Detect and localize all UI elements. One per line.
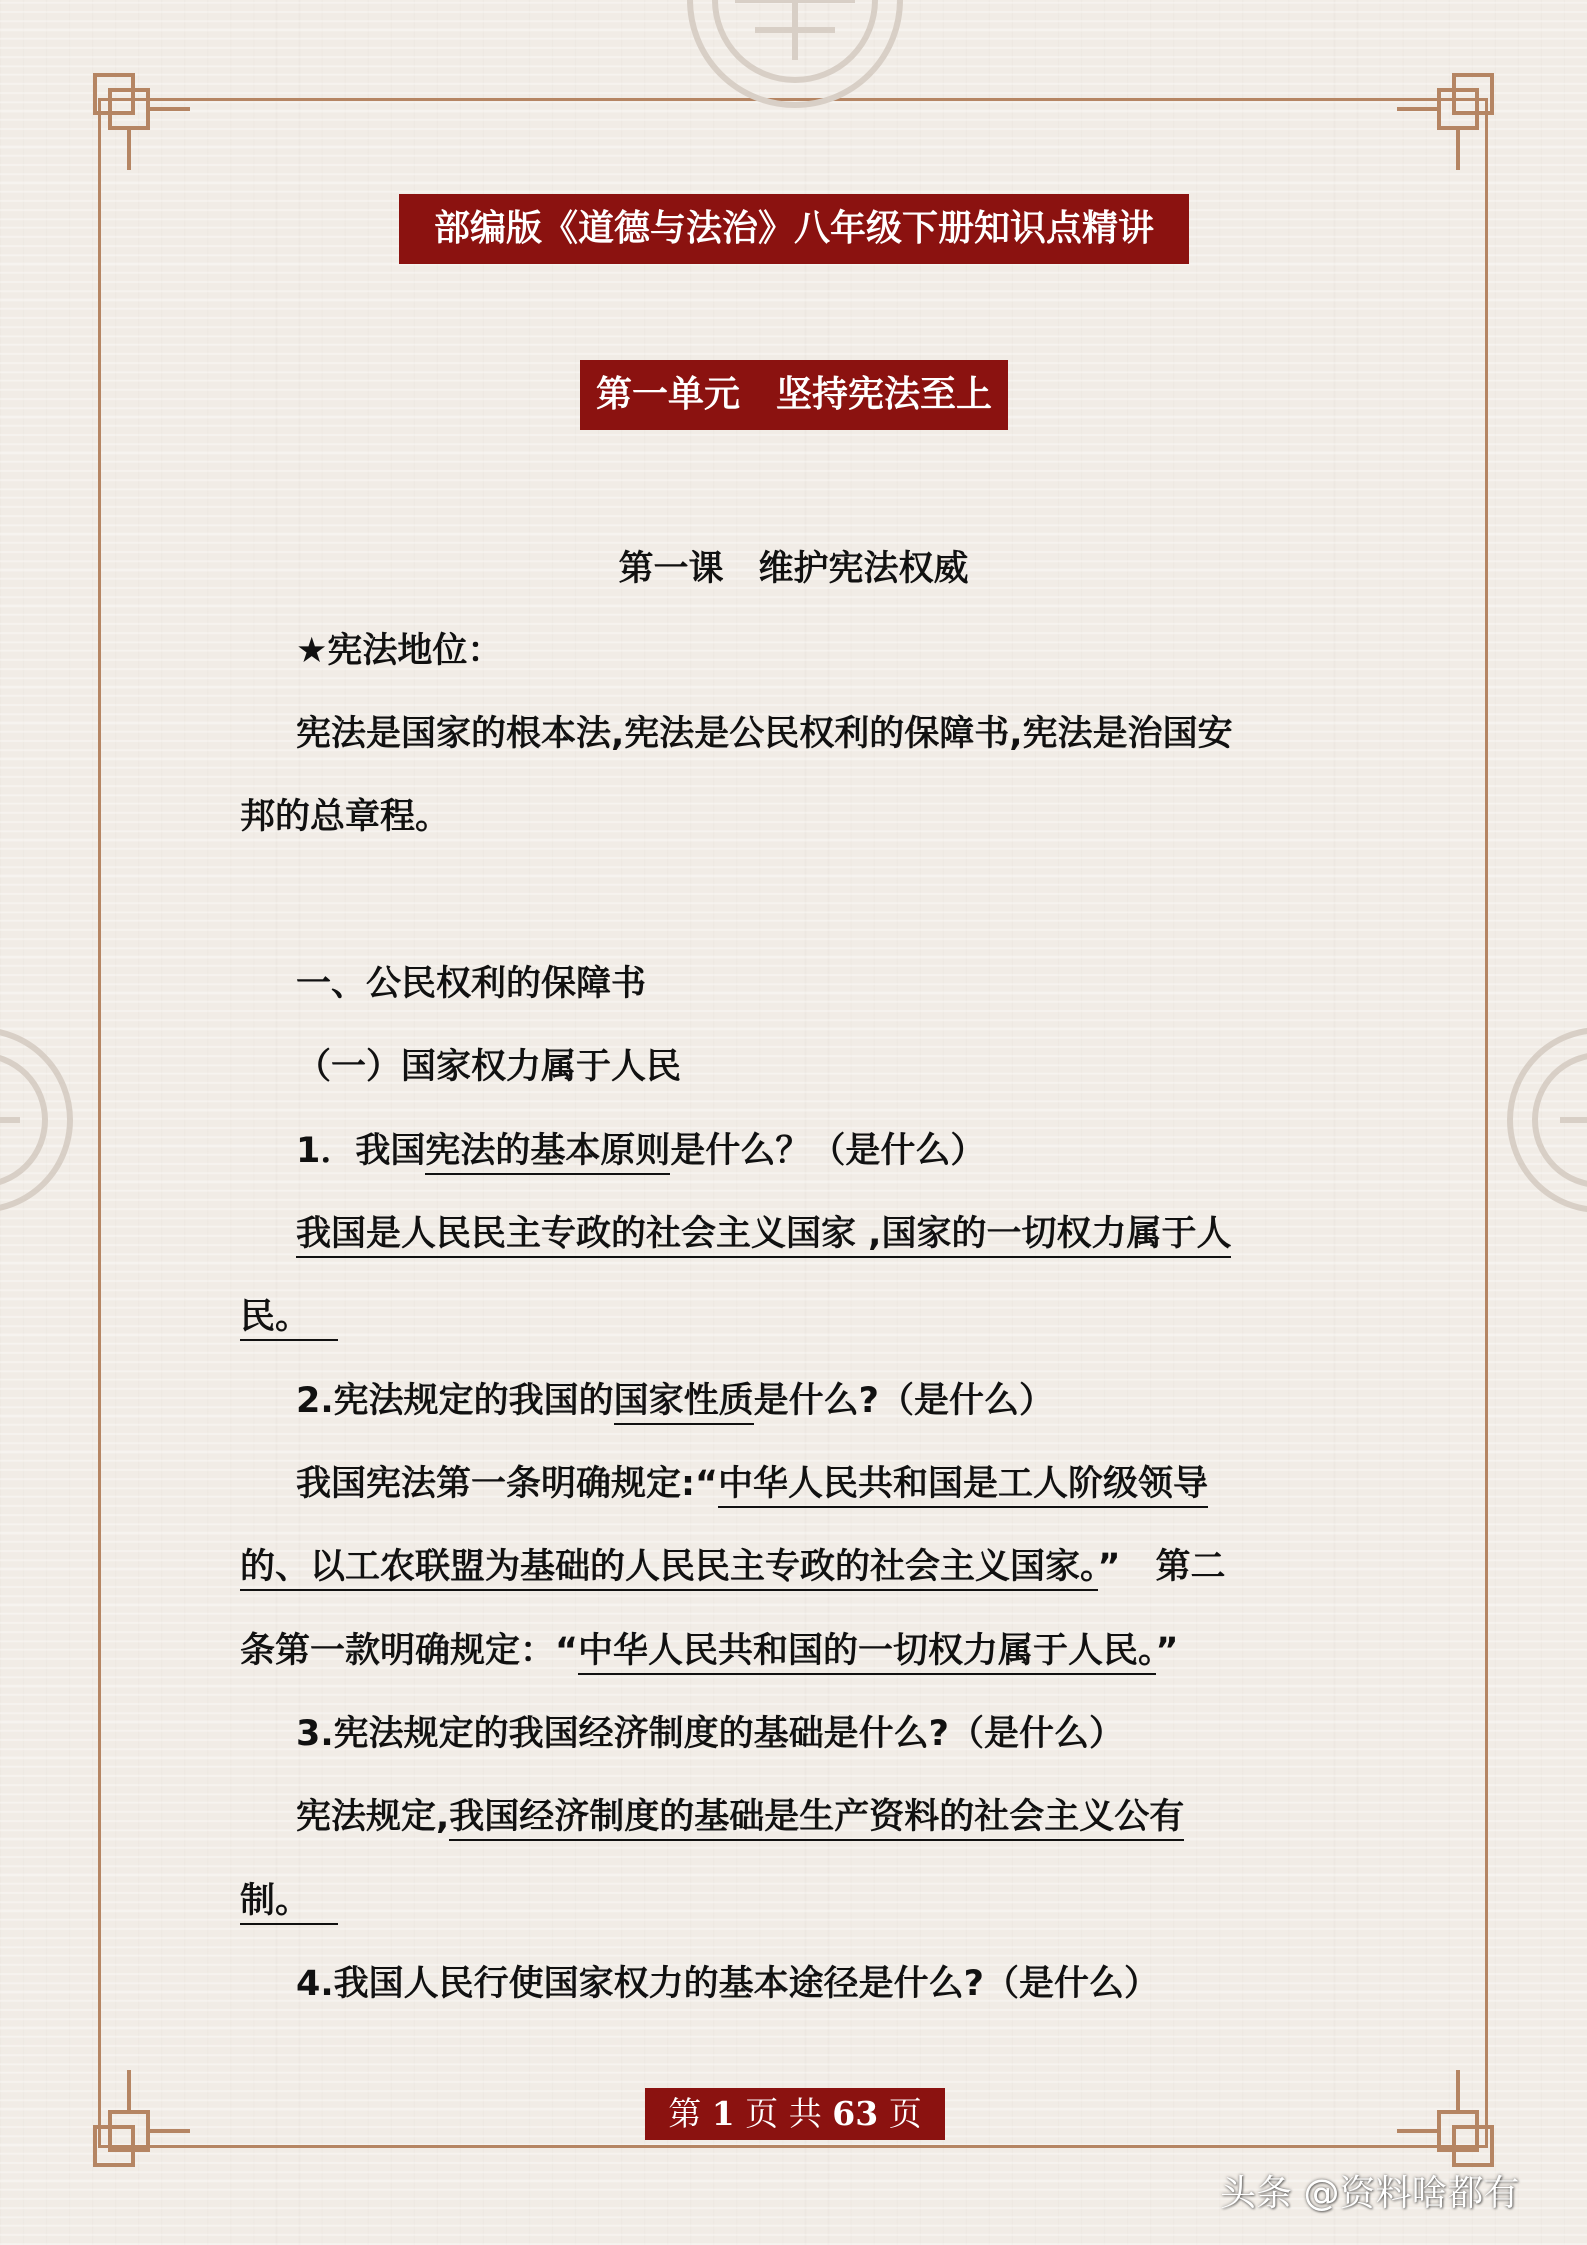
question-2: [296, 1381, 1054, 1421]
frame-right: [1485, 98, 1488, 2148]
document-title: 部编版《道德与法治》八年级下册知识点精讲: [399, 194, 1189, 264]
underlined-key-term: 国家性质: [614, 1381, 754, 1425]
answer-text: 宪法规定,: [296, 1797, 450, 1837]
answer-text: 我国宪法第一条明确规定:“: [296, 1464, 719, 1504]
paragraph-line: 邦的总章程。: [240, 797, 451, 837]
page-counter-text: 第: [668, 2094, 702, 2133]
frame-left: [98, 98, 101, 2148]
heading-level-1: 一、公民权利的保障书: [296, 964, 647, 1004]
paragraph-line: 宪法是国家的根本法,宪法是公民权利的保障书,宪法是治国安: [296, 714, 1233, 754]
answer-line: [240, 1297, 338, 1337]
answer-text: ”: [1155, 1631, 1179, 1671]
unit-title: 第一单元 坚持宪法至上: [580, 360, 1008, 430]
page-counter-text: 页: [888, 2094, 922, 2133]
circle-ornament-icon: [640, 0, 950, 110]
underlined-answer: 民。: [240, 1297, 338, 1341]
underlined-answer: 制。: [240, 1881, 338, 1925]
answer-line: [240, 1631, 1179, 1671]
answer-text: ” 第二: [1097, 1547, 1226, 1587]
total-page-number: 63: [832, 2094, 879, 2133]
answer-line: [240, 1881, 338, 1921]
question-4: 4.我国人民行使国家权力的基本途径是什么?（是什么）: [296, 1964, 1159, 2004]
answer-line: [240, 1547, 1226, 1587]
underlined-answer: 中华人民共和国是工人阶级领导: [718, 1464, 1208, 1508]
lesson-title: 第一课 维护宪法权威: [618, 549, 969, 589]
question-3: 3.宪法规定的我国经济制度的基础是什么?（是什么）: [296, 1714, 1124, 1754]
watermark: 头条 @资料啥都有: [1220, 2173, 1520, 2214]
underlined-answer: 我国经济制度的基础是生产资料的社会主义公有: [449, 1797, 1184, 1841]
answer-line: [296, 1464, 1209, 1504]
question-text: 是什么？（是什么）: [670, 1131, 986, 1171]
frame-bottom: [98, 2145, 1488, 2148]
underlined-answer: 中华人民共和国的一切权力属于人民。: [578, 1631, 1156, 1675]
answer-text: 条第一款明确规定：“: [240, 1631, 579, 1671]
answer-line: [296, 1214, 1232, 1254]
circle-ornament-icon: [0, 1010, 80, 1230]
underlined-answer: 我国是人民民主专政的社会主义国家 ,国家的一切权力属于人: [296, 1214, 1231, 1258]
corner-ornament-icon: [90, 2060, 200, 2170]
corner-ornament-icon: [90, 70, 200, 180]
question-text: 2.宪法规定的我国的: [296, 1381, 614, 1421]
circle-ornament-icon: [1500, 1010, 1587, 1230]
answer-line: [296, 1797, 1185, 1837]
underlined-answer: 的、以工农联盟为基础的人民民主专政的社会主义国家。: [240, 1547, 1098, 1591]
current-page-number: 1: [711, 2094, 735, 2133]
page-counter: [645, 2088, 945, 2140]
question-text: 1．我国: [296, 1131, 426, 1171]
page-counter-text: 页 共: [745, 2094, 822, 2133]
section-heading: ★宪法地位：: [296, 631, 503, 671]
corner-ornament-icon: [1387, 70, 1497, 180]
underlined-key-term: 宪法的基本原则: [425, 1131, 670, 1175]
heading-level-2: （一）国家权力属于人民: [296, 1047, 682, 1087]
question-1: [296, 1131, 986, 1171]
question-text: 是什么?（是什么）: [753, 1381, 1054, 1421]
corner-ornament-icon: [1387, 2060, 1497, 2170]
